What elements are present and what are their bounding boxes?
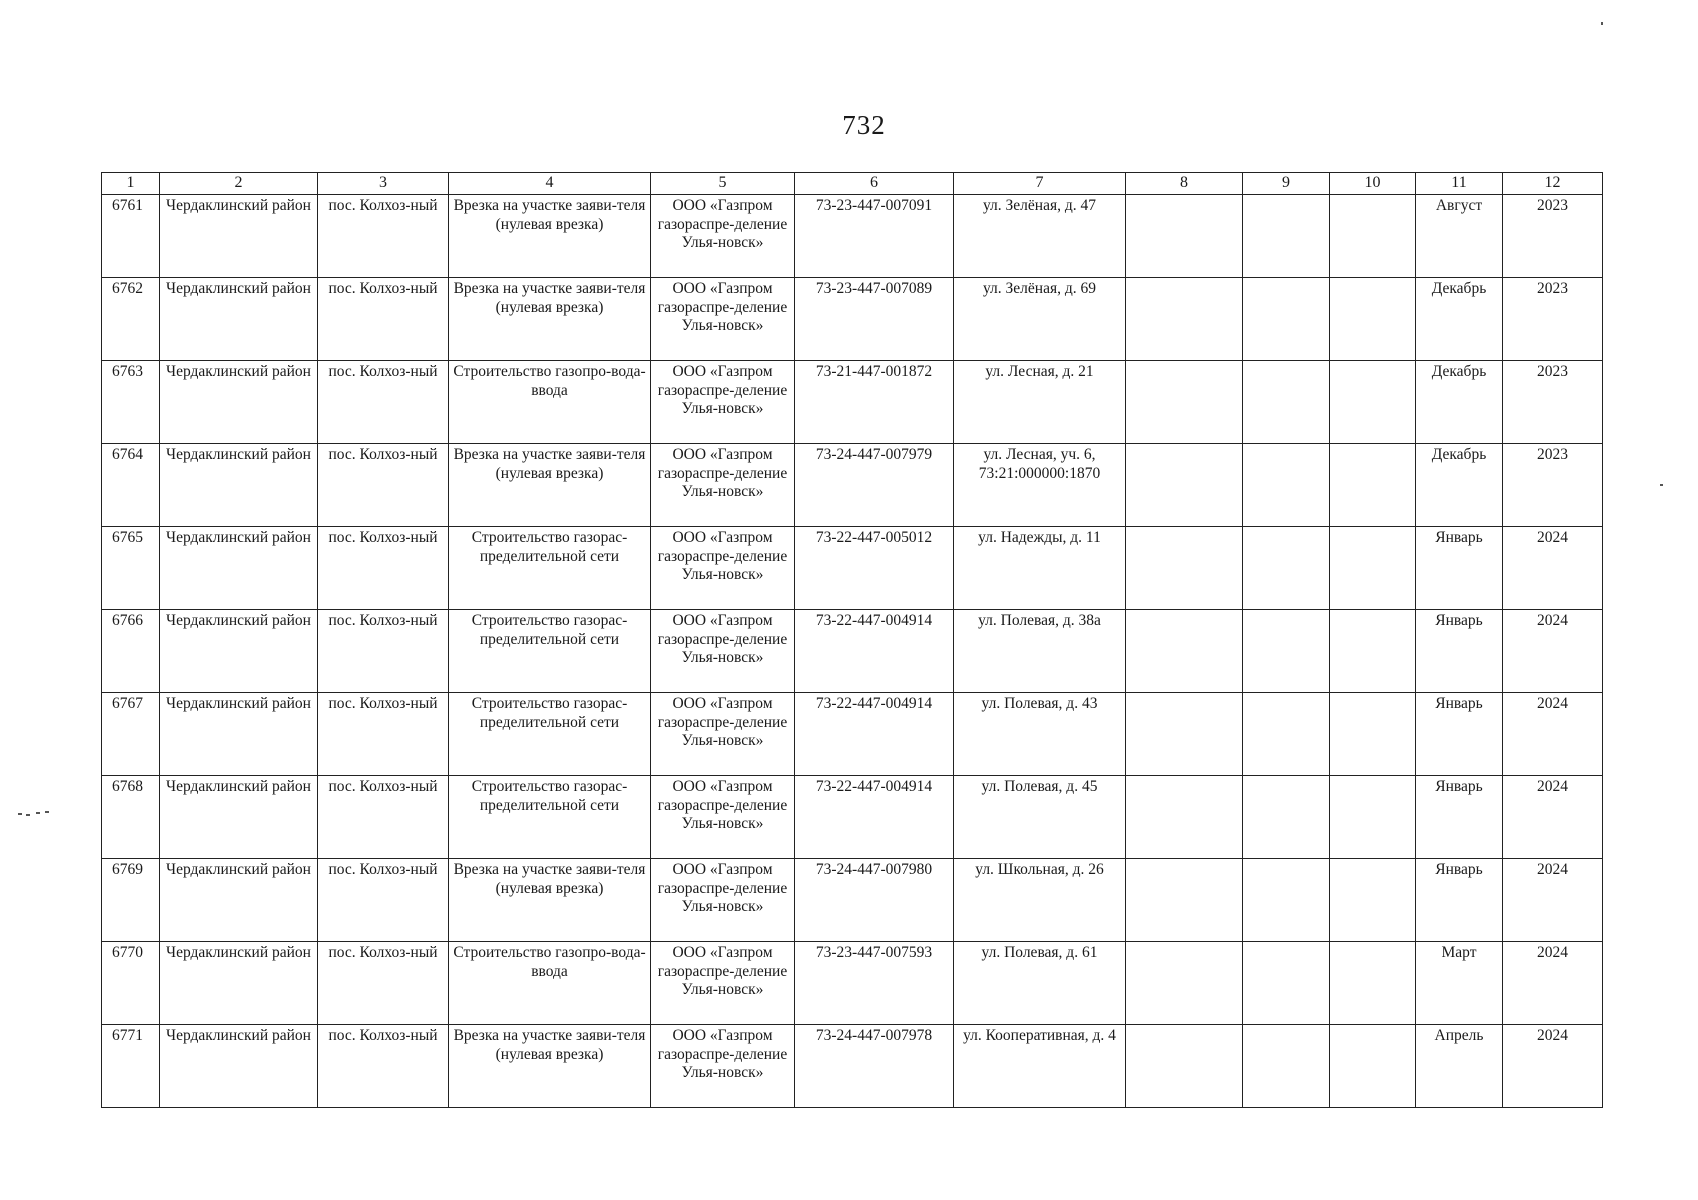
object-code-cell: 73-24-447-007980 [795, 859, 954, 942]
settlement-cell: пос. Колхоз-ный [318, 610, 449, 693]
month-cell: Январь [1416, 527, 1503, 610]
settlement-cell: пос. Колхоз-ный [318, 859, 449, 942]
year-cell: 2024 [1503, 527, 1603, 610]
object-code-cell: 73-24-447-007979 [795, 444, 954, 527]
work-type-cell: Врезка на участке заяви-теля (нулевая врезка) [449, 195, 651, 278]
row-number: 6764 [102, 444, 160, 527]
column-header-3: 3 [318, 173, 449, 195]
row-number: 6771 [102, 1025, 160, 1108]
address-cell: ул. Полевая, д. 38а [954, 610, 1126, 693]
object-code-cell: 73-22-447-004914 [795, 610, 954, 693]
address-cell: ул. Полевая, д. 43 [954, 693, 1126, 776]
organization-cell: ООО «Газпром газораспре-деление Улья-новск» [651, 776, 795, 859]
column-header-10: 10 [1330, 173, 1416, 195]
district-cell: Чердаклинский район [160, 610, 318, 693]
page-number: 732 [842, 110, 886, 140]
column-10-cell [1330, 195, 1416, 278]
table-row [102, 776, 1603, 859]
work-type-cell: Врезка на участке заяви-теля (нулевая врезка) [449, 1025, 651, 1108]
month-cell: Январь [1416, 776, 1503, 859]
district-cell: Чердаклинский район [160, 693, 318, 776]
column-10-cell [1330, 942, 1416, 1025]
column-10-cell [1330, 361, 1416, 444]
month-cell: Декабрь [1416, 278, 1503, 361]
column-header-6: 6 [795, 173, 954, 195]
row-number: 6769 [102, 859, 160, 942]
object-code-cell: 73-22-447-004914 [795, 693, 954, 776]
row-number: 6770 [102, 942, 160, 1025]
work-type-cell: Строительство газорас-пределительной сети [449, 527, 651, 610]
address-cell: ул. Зелёная, д. 69 [954, 278, 1126, 361]
settlement-cell: пос. Колхоз-ный [318, 444, 449, 527]
organization-cell: ООО «Газпром газораспре-деление Улья-новск» [651, 361, 795, 444]
object-code-cell: 73-22-447-004914 [795, 776, 954, 859]
column-8-cell [1126, 361, 1243, 444]
column-10-cell [1330, 693, 1416, 776]
row-number: 6762 [102, 278, 160, 361]
scan-artifact [36, 812, 40, 814]
organization-cell: ООО «Газпром газораспре-деление Улья-новск» [651, 1025, 795, 1108]
organization-cell: ООО «Газпром газораспре-деление Улья-новск» [651, 610, 795, 693]
column-header-8: 8 [1126, 173, 1243, 195]
settlement-cell: пос. Колхоз-ный [318, 278, 449, 361]
column-9-cell [1243, 195, 1330, 278]
address-cell: ул. Лесная, уч. 6, 73:21:000000:1870 [954, 444, 1126, 527]
column-10-cell [1330, 776, 1416, 859]
column-10-cell [1330, 859, 1416, 942]
column-header-12: 12 [1503, 173, 1603, 195]
month-cell: Март [1416, 942, 1503, 1025]
row-number: 6768 [102, 776, 160, 859]
object-code-cell: 73-23-447-007091 [795, 195, 954, 278]
year-cell: 2023 [1503, 278, 1603, 361]
column-10-cell [1330, 278, 1416, 361]
settlement-cell: пос. Колхоз-ный [318, 195, 449, 278]
district-cell: Чердаклинский район [160, 1025, 318, 1108]
work-type-cell: Врезка на участке заяви-теля (нулевая врезка) [449, 278, 651, 361]
column-8-cell [1126, 693, 1243, 776]
column-8-cell [1126, 1025, 1243, 1108]
address-cell: ул. Полевая, д. 61 [954, 942, 1126, 1025]
month-cell: Январь [1416, 693, 1503, 776]
district-cell: Чердаклинский район [160, 278, 318, 361]
year-cell: 2024 [1503, 776, 1603, 859]
work-type-cell: Строительство газорас-пределительной сети [449, 776, 651, 859]
column-8-cell [1126, 195, 1243, 278]
settlement-cell: пос. Колхоз-ный [318, 1025, 449, 1108]
column-header-7: 7 [954, 173, 1126, 195]
month-cell: Апрель [1416, 1025, 1503, 1108]
organization-cell: ООО «Газпром газораспре-деление Улья-новск» [651, 444, 795, 527]
table-row [102, 942, 1603, 1025]
address-cell: ул. Полевая, д. 45 [954, 776, 1126, 859]
column-9-cell [1243, 278, 1330, 361]
work-type-cell: Строительство газопро-вода-ввода [449, 942, 651, 1025]
district-cell: Чердаклинский район [160, 527, 318, 610]
column-9-cell [1243, 776, 1330, 859]
organization-cell: ООО «Газпром газораспре-деление Улья-новск» [651, 942, 795, 1025]
district-cell: Чердаклинский район [160, 859, 318, 942]
column-9-cell [1243, 361, 1330, 444]
month-cell: Декабрь [1416, 361, 1503, 444]
column-9-cell [1243, 1025, 1330, 1108]
work-schedule-table [101, 172, 1603, 1108]
address-cell: ул. Кооперативная, д. 4 [954, 1025, 1126, 1108]
organization-cell: ООО «Газпром газораспре-деление Улья-новск» [651, 693, 795, 776]
table-header-row [102, 173, 1603, 195]
scan-artifact [26, 814, 30, 816]
district-cell: Чердаклинский район [160, 776, 318, 859]
column-header-4: 4 [449, 173, 651, 195]
column-header-1: 1 [102, 173, 160, 195]
column-header-11: 11 [1416, 173, 1503, 195]
work-type-cell: Строительство газорас-пределительной сети [449, 693, 651, 776]
district-cell: Чердаклинский район [160, 195, 318, 278]
column-8-cell [1126, 776, 1243, 859]
organization-cell: ООО «Газпром газораспре-деление Улья-новск» [651, 278, 795, 361]
table-row [102, 195, 1603, 278]
year-cell: 2024 [1503, 1025, 1603, 1108]
table-body [102, 195, 1603, 1108]
scan-artifact [1660, 484, 1663, 486]
scan-artifact [45, 811, 49, 813]
column-9-cell [1243, 444, 1330, 527]
year-cell: 2024 [1503, 693, 1603, 776]
column-8-cell [1126, 444, 1243, 527]
district-cell: Чердаклинский район [160, 942, 318, 1025]
column-header-2: 2 [160, 173, 318, 195]
address-cell: ул. Надежды, д. 11 [954, 527, 1126, 610]
work-type-cell: Строительство газопро-вода-ввода [449, 361, 651, 444]
object-code-cell: 73-24-447-007978 [795, 1025, 954, 1108]
table-row [102, 361, 1603, 444]
column-9-cell [1243, 693, 1330, 776]
object-code-cell: 73-23-447-007593 [795, 942, 954, 1025]
column-9-cell [1243, 942, 1330, 1025]
table-row [102, 859, 1603, 942]
organization-cell: ООО «Газпром газораспре-деление Улья-новск» [651, 859, 795, 942]
settlement-cell: пос. Колхоз-ный [318, 527, 449, 610]
row-number: 6761 [102, 195, 160, 278]
district-cell: Чердаклинский район [160, 444, 318, 527]
year-cell: 2024 [1503, 942, 1603, 1025]
column-8-cell [1126, 859, 1243, 942]
table-row [102, 527, 1603, 610]
year-cell: 2023 [1503, 195, 1603, 278]
month-cell: Август [1416, 195, 1503, 278]
column-8-cell [1126, 527, 1243, 610]
column-9-cell [1243, 859, 1330, 942]
scan-artifact [18, 813, 22, 815]
column-8-cell [1126, 278, 1243, 361]
column-10-cell [1330, 610, 1416, 693]
object-code-cell: 73-22-447-005012 [795, 527, 954, 610]
row-number: 6767 [102, 693, 160, 776]
year-cell: 2024 [1503, 610, 1603, 693]
year-cell: 2023 [1503, 444, 1603, 527]
column-header-5: 5 [651, 173, 795, 195]
table-row [102, 1025, 1603, 1108]
column-10-cell [1330, 527, 1416, 610]
organization-cell: ООО «Газпром газораспре-деление Улья-новск» [651, 527, 795, 610]
object-code-cell: 73-21-447-001872 [795, 361, 954, 444]
work-type-cell: Врезка на участке заяви-теля (нулевая врезка) [449, 444, 651, 527]
column-8-cell [1126, 942, 1243, 1025]
table-row [102, 693, 1603, 776]
month-cell: Декабрь [1416, 444, 1503, 527]
year-cell: 2024 [1503, 859, 1603, 942]
column-header-9: 9 [1243, 173, 1330, 195]
month-cell: Январь [1416, 610, 1503, 693]
month-cell: Январь [1416, 859, 1503, 942]
column-9-cell [1243, 527, 1330, 610]
column-10-cell [1330, 1025, 1416, 1108]
row-number: 6765 [102, 527, 160, 610]
address-cell: ул. Зелёная, д. 47 [954, 195, 1126, 278]
row-number: 6763 [102, 361, 160, 444]
district-cell: Чердаклинский район [160, 361, 318, 444]
table-row [102, 278, 1603, 361]
object-code-cell: 73-23-447-007089 [795, 278, 954, 361]
column-9-cell [1243, 610, 1330, 693]
table-row [102, 610, 1603, 693]
settlement-cell: пос. Колхоз-ный [318, 693, 449, 776]
work-type-cell: Врезка на участке заяви-теля (нулевая врезка) [449, 859, 651, 942]
organization-cell: ООО «Газпром газораспре-деление Улья-новск» [651, 195, 795, 278]
column-8-cell [1126, 610, 1243, 693]
settlement-cell: пос. Колхоз-ный [318, 776, 449, 859]
settlement-cell: пос. Колхоз-ный [318, 942, 449, 1025]
work-type-cell: Строительство газорас-пределительной сети [449, 610, 651, 693]
table-row [102, 444, 1603, 527]
row-number: 6766 [102, 610, 160, 693]
column-10-cell [1330, 444, 1416, 527]
settlement-cell: пос. Колхоз-ный [318, 361, 449, 444]
address-cell: ул. Школьная, д. 26 [954, 859, 1126, 942]
address-cell: ул. Лесная, д. 21 [954, 361, 1126, 444]
year-cell: 2023 [1503, 361, 1603, 444]
scan-artifact [1601, 22, 1603, 25]
